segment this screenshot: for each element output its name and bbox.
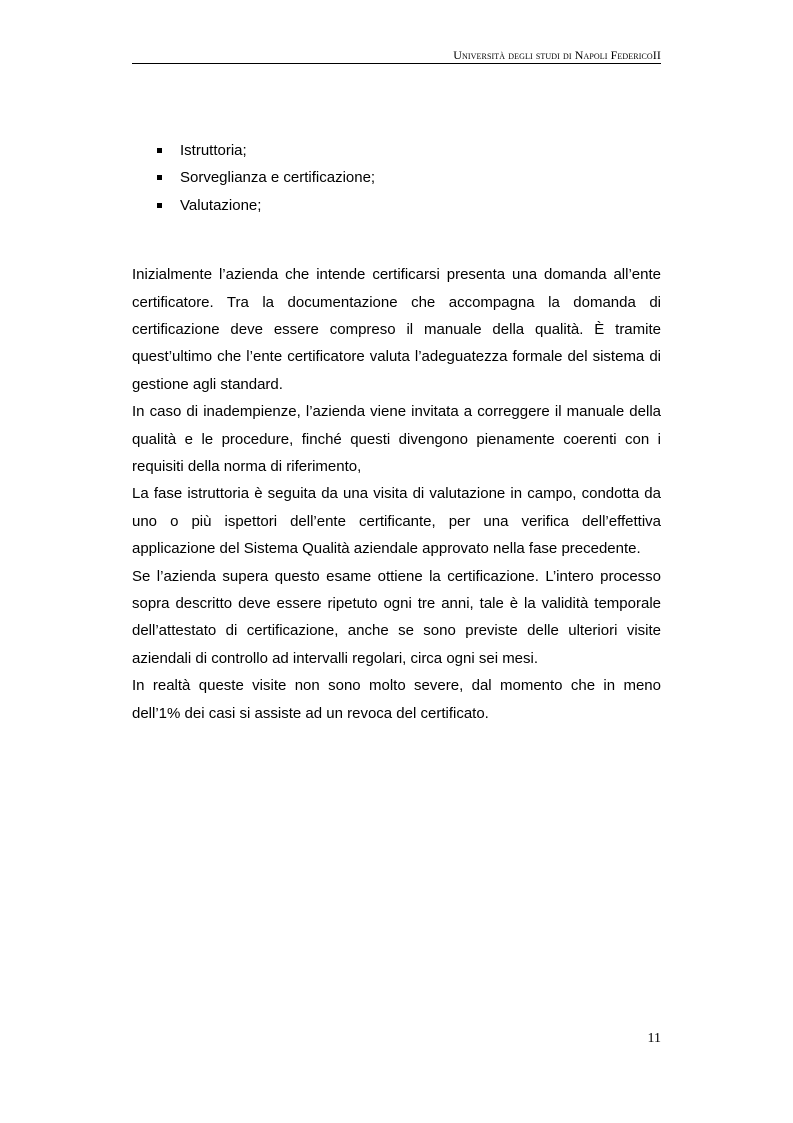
- list-item: [132, 164, 661, 191]
- page-content: [132, 137, 661, 727]
- paragraph: La fase istruttoria è seguita da una visita di valutazione in campo, condotta da uno o più ispettori dell’ente certificante, per una verifica dell’effettiva applicazione del Sistema Qualità aziendale approvato nella fase precedente.: [132, 485, 661, 558]
- header-rule: [132, 63, 661, 64]
- paragraph: Se l’azienda supera questo esame ottiene la certificazione. L’intero processo sopra descritto deve essere ripetuto ogni tre anni, tale è la validità temporale dell’attestato di certificazione, anche se sono previste delle ulteriori visite aziendali di controllo ad intervalli regolari, circa ogni sei mesi.: [132, 567, 661, 667]
- body-text: [132, 261, 661, 727]
- list-item-text: Valutazione;: [180, 196, 262, 214]
- bullet-list: [132, 137, 661, 219]
- list-item: [132, 137, 661, 164]
- list-item: [132, 192, 661, 219]
- list-item-text: Istruttoria;: [180, 142, 247, 159]
- page-number: 11: [647, 1031, 661, 1046]
- paragraph: Inizialmente l’azienda che intende certificarsi presenta una domanda all’ente certificatore. Tra la documentazione che accompagna la domanda di certificazione deve essere compreso il manuale della qualità. È tramite quest’ultimo che l’ente certificatore valuta l’adeguatezza formale del sistema di gestione agli standard.: [132, 266, 661, 393]
- paragraph: In realtà queste visite non sono molto severe, dal momento che in meno dell’1% dei casi si assiste ad un revoca del certificato.: [132, 677, 661, 722]
- paragraph: In caso di inadempienze, l’azienda viene invitata a correggere il manuale della qualità e le procedure, finché questi divengono pienamente coerenti con i requisiti della norma di riferimento,: [132, 403, 661, 476]
- square-bullet-icon: [157, 203, 162, 208]
- square-bullet-icon: [157, 148, 162, 153]
- list-item-text: Sorveglianza e certificazione;: [180, 169, 376, 187]
- square-bullet-icon: [157, 175, 162, 180]
- running-header: Università degli studi di Napoli FedericoII: [453, 48, 661, 62]
